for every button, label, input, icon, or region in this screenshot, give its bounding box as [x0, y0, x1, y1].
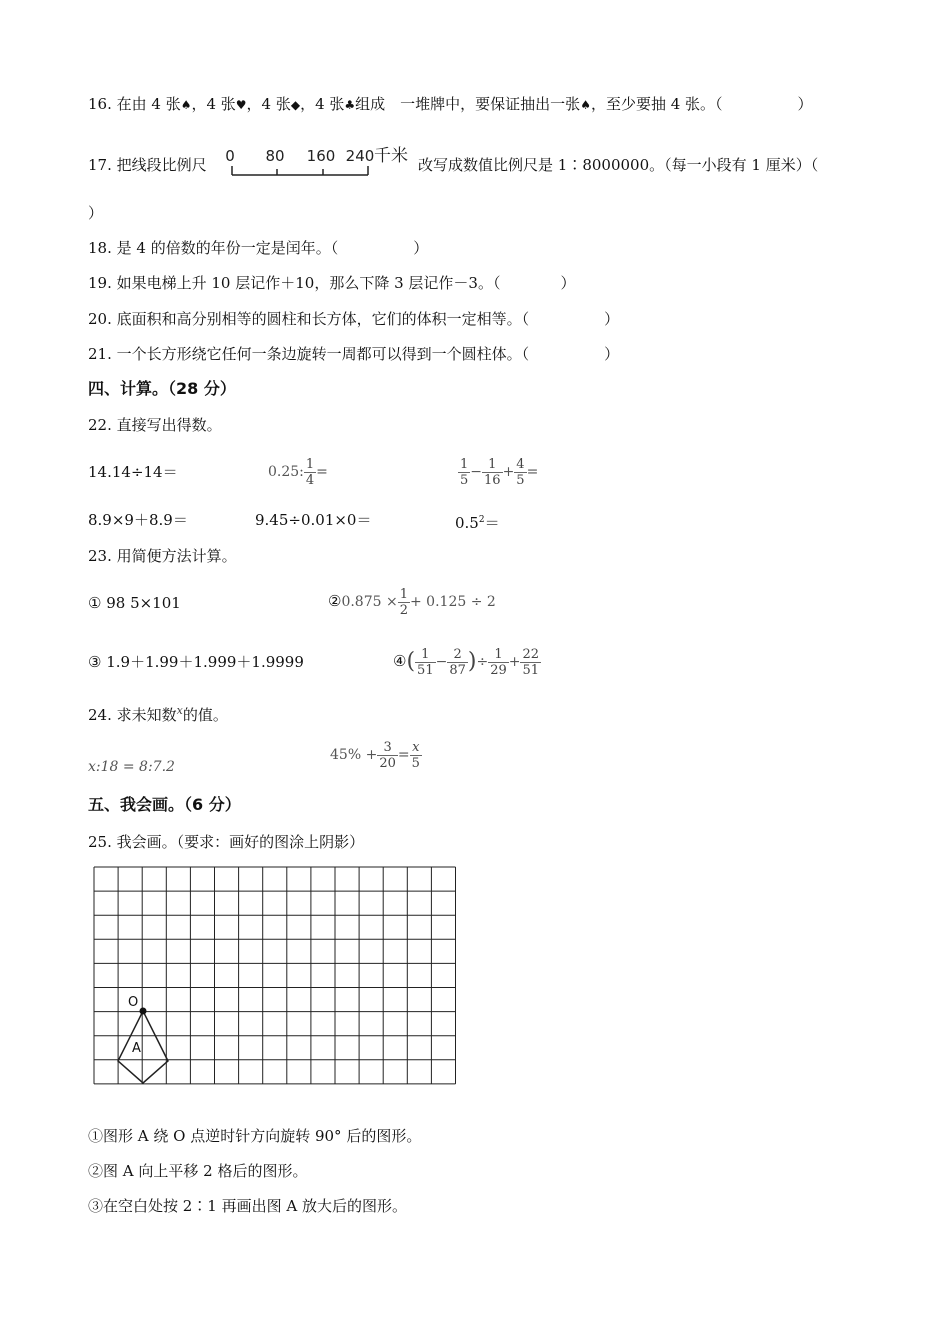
scale-tick-0: 0	[225, 147, 235, 165]
fraction: $\frac{x}{5}$	[411, 739, 420, 771]
question-19: 19. 如果电梯上升 10 层记作＋10，那么下降 3 层记作－3。（ ）	[88, 274, 576, 292]
spade-icon: ♠	[180, 98, 192, 112]
section-5-heading: 五、我会画。（6 分）	[88, 795, 241, 814]
fraction: $\frac{1}{16}$	[484, 456, 501, 488]
q23-item-2: ②0.875 × $\frac{1}{2}$ + 0.125 ÷ 2	[328, 586, 496, 618]
fraction: $\frac{1}{4}$	[305, 456, 315, 488]
question-16: 16. 在由 4 张♠，4 张♥，4 张◆，4 张♣组成 一堆牌中，要保证抽出一张♠，至少要抽 4 张。（ ）	[88, 95, 813, 113]
fraction: $\frac{1}{29}$	[490, 646, 507, 678]
scale-tick-160: 160	[306, 147, 336, 165]
q25-step-1: ①图形 A 绕 O 点逆时针方向旋转 90° 后的图形。	[88, 1127, 422, 1145]
label-a: A	[132, 1041, 141, 1056]
line-scale-figure	[222, 142, 412, 182]
question-17-tail: 改写成数值比例尺是 1∶8000000。（每一小段有 1 厘米）（	[418, 156, 819, 174]
scale-tick-80: 80	[265, 147, 285, 165]
fraction: $\frac{3}{20}$	[379, 739, 396, 771]
grid-lines	[94, 867, 456, 1084]
fraction: $\frac{2}{87}$	[449, 646, 466, 678]
scale-unit: 千米	[374, 146, 408, 166]
q22-expr-4: 8.9×9＋8.9＝	[88, 511, 188, 529]
fraction: $\frac{22}{51}$	[522, 646, 540, 678]
diamond-icon: ◆	[290, 98, 301, 112]
question-22-title: 22. 直接写出得数。	[88, 416, 222, 434]
q22-expr-5: 9.45÷0.01×0＝	[255, 511, 372, 529]
heart-icon: ♥	[235, 98, 247, 112]
question-23-title: 23. 用简便方法计算。	[88, 547, 237, 565]
question-17-lead: 17. 把线段比例尺	[88, 156, 207, 174]
fraction: $\frac{1}{51}$	[417, 646, 434, 678]
question-21: 21. 一个长方形绕它任何一条边旋转一周都可以得到一个圆柱体。（ ）	[88, 345, 620, 363]
q23-item-1: ① 98 5×101	[88, 594, 181, 612]
q24-equation-2: 45% + $\frac{3}{20}$ = $\frac{x}{5}$	[330, 739, 420, 771]
q23-item-4: ④( $\frac{1}{51}$ − $\frac{2}{87}$ )÷ $\frac{1}{29}$ + $\frac{22}{51}$	[393, 646, 540, 678]
q22-expr-2: 0.25: $\frac{1}{4}$ =	[268, 456, 328, 488]
spade-icon: ♠	[580, 98, 591, 112]
q23-item-3: ③ 1.9＋1.99＋1.999＋1.9999	[88, 653, 304, 671]
fraction: $\frac{4}{5}$	[516, 456, 525, 488]
club-icon: ♣	[344, 98, 356, 112]
scale-tick-240: 240	[345, 147, 375, 165]
q24-equation-1: x:18 = 8:7.2	[88, 759, 175, 775]
q25-step-2: ②图 A 向上平移 2 格后的图形。	[88, 1162, 308, 1180]
question-20: 20. 底面积和高分别相等的圆柱和长方体，它们的体积一定相等。（ ）	[88, 310, 620, 328]
question-17-close: ）	[88, 204, 104, 222]
fraction: $\frac{1}{2}$	[399, 586, 408, 618]
question-24-title: 24. 求未知数$^x$的值。	[88, 704, 228, 724]
drawing-grid	[90, 862, 460, 1090]
question-25-title: 25. 我会画。（要求：画好的图涂上阴影）	[88, 833, 365, 851]
q22-expr-1: 14.14÷14＝	[88, 463, 178, 481]
q25-step-3: ③在空白处按 2∶1 再画出图 A 放大后的图形。	[88, 1197, 407, 1215]
shape-a	[118, 1011, 168, 1083]
fraction: $\frac{1}{5}$	[460, 456, 469, 488]
question-18: 18. 是 4 的倍数的年份一定是闰年。（ ）	[88, 239, 429, 257]
point-o	[140, 1008, 147, 1015]
q22-expr-6: $0.5^2=$	[455, 514, 500, 532]
label-o: O	[128, 995, 139, 1010]
section-4-heading: 四、计算。（28 分）	[88, 379, 236, 398]
q22-expr-3: $\frac{1}{5}$ − $\frac{1}{16}$ + $\frac{4}{5}$ =	[460, 456, 539, 488]
